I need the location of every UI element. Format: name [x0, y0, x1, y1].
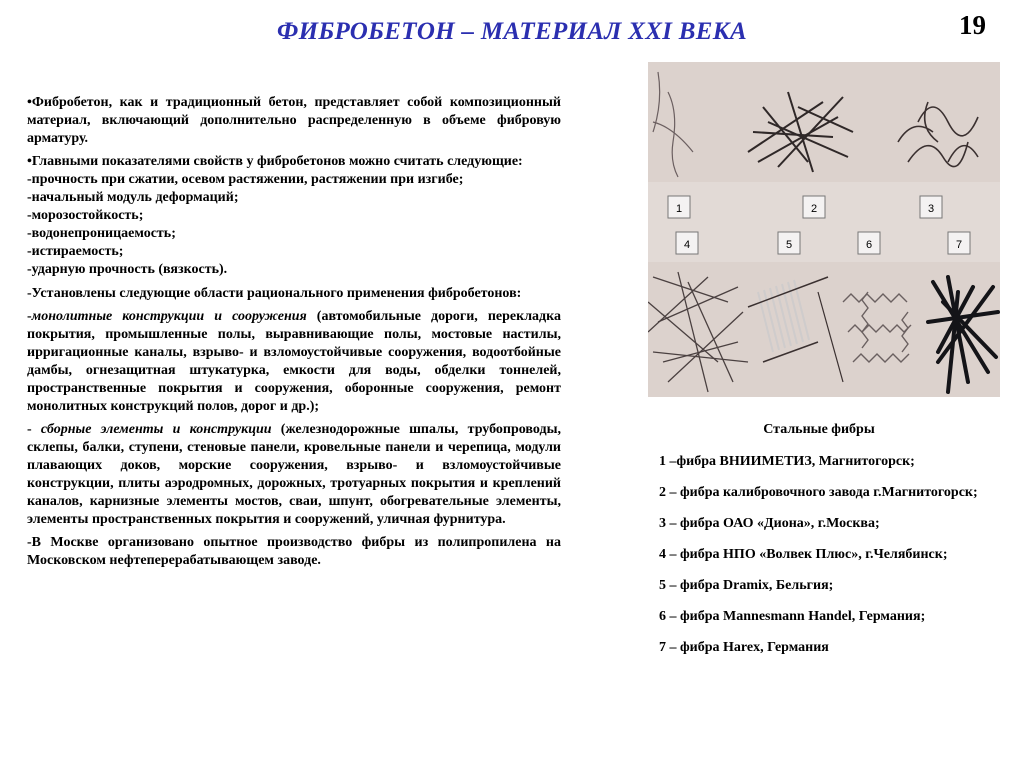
label-1: 1	[675, 203, 683, 215]
monolithic-text: (автомобильные дороги, перекладка покрытия, промышленные полы, выравнивающие полы, мостовые настилы, ирригационные каналы, взрыво- и взломоустойчивые сооружения, водоотбойные дамбы, огнезащитная штукатурка, емкости для воды, обделки тоннелей, пространственные покрытия и сооружения, оборонные сооружения, ремонт монолитных конструкций полов, дорог и др.);	[27, 309, 561, 414]
label-box-5	[778, 232, 800, 254]
monolithic-dash: -	[27, 309, 32, 324]
label-box-4	[676, 232, 698, 254]
fiber-legend-item: 6 – фибра Mannesmann Handel, Германия;	[659, 609, 926, 624]
caption-title: Стальные фибры	[763, 422, 875, 437]
applications-intro: -Установлены следующие области рационального применения фибробетонов:	[27, 286, 522, 301]
caption-column	[659, 420, 979, 669]
moscow-paragraph: -В Москве организовано опытное производство фибры из полипропилена на Московском нефтеперерабатывающем заводе.	[27, 535, 561, 568]
property-item: -водонепроницаемость;	[27, 226, 176, 241]
fiber-legend-item: 1 –фибра ВНИИМЕТИЗ, Магнитогорск;	[659, 454, 915, 469]
fibers-illustration	[648, 62, 1000, 397]
label-box-2	[803, 196, 825, 218]
label-box-7	[948, 232, 970, 254]
property-item: -морозостойкость;	[27, 208, 144, 223]
steel-fibers-photo	[648, 62, 1000, 397]
property-item: -начальный модуль деформаций;	[27, 190, 239, 205]
precast-text: (железнодорожные шпалы, трубопроводы, склепы, балки, ступени, стеновые панели, кровельные панели и черепица, модули плавающих доков, морские сооружения, взрыво- и взломоустойчивые конструкции, плиты аэродромных, дорожных, тротуарных покрытия и креплений каналов, карнизные элементы мостов, сваи, шпунт, обогревательные элементы, элементы пространственных покрытия и сооружений, уличная фурнитура.	[27, 422, 562, 527]
label-7: 7	[955, 239, 963, 251]
property-item: -ударную прочность (вязкость).	[27, 262, 228, 277]
slide-title: ФИБРОБЕТОН – МАТЕРИАЛ XXI ВЕКА	[277, 18, 747, 45]
monolithic-heading: монолитные конструкции и сооружения	[31, 309, 307, 324]
precast-paragraph	[27, 421, 561, 529]
label-box-1	[668, 196, 690, 218]
label-box-6	[858, 232, 880, 254]
label-6: 6	[865, 239, 873, 251]
fiber-legend-item: 5 – фибра Dramix, Бельгия;	[659, 578, 834, 593]
main-text-column	[27, 94, 561, 575]
fiber-legend-item: 2 – фибра калибровочного завода г.Магнитогорск;	[659, 485, 978, 500]
properties-intro: •Главными показателями свойств у фибробетонов можно считать следующие:	[27, 154, 523, 169]
property-item: -истираемость;	[27, 244, 124, 259]
fiber-legend-item: 3 – фибра ОАО «Диона», г.Москва;	[659, 516, 880, 531]
property-item: -прочность при сжатии, осевом растяжении, растяжении при изгибе;	[27, 172, 464, 187]
intro-paragraph: •Фибробетон, как и традиционный бетон, представляет собой композиционный материал, включающий дополнительно распределенную в объеме фибровую арматуру.	[27, 95, 561, 146]
fiber-legend-item: 4 – фибра НПО «Волвек Плюс», г.Челябинск;	[659, 547, 948, 562]
label-4: 4	[683, 239, 691, 251]
label-2: 2	[810, 203, 818, 215]
slide-number: 19	[959, 10, 986, 40]
monolithic-paragraph	[27, 308, 561, 416]
label-3: 3	[927, 203, 935, 215]
precast-dash: -	[27, 422, 41, 437]
precast-heading: сборные элементы и конструкции	[40, 422, 272, 437]
label-5: 5	[785, 239, 793, 251]
label-box-3	[920, 196, 942, 218]
fiber-legend-item: 7 – фибра Harex, Германия	[659, 640, 829, 655]
